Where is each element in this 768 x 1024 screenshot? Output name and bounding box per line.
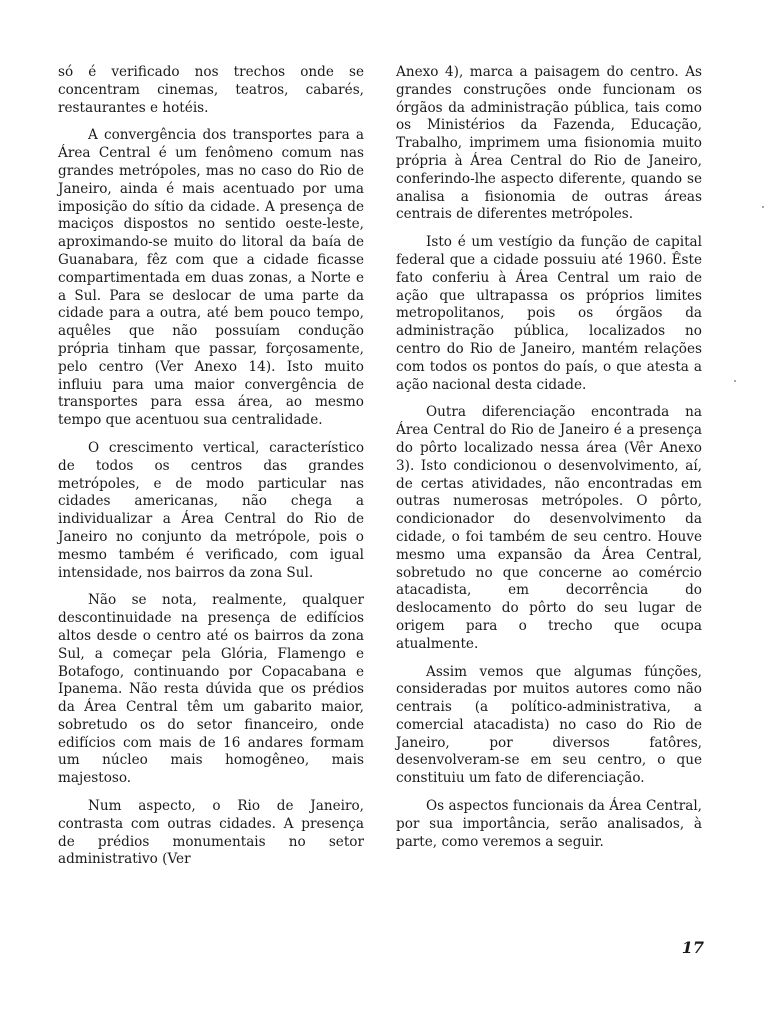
paragraph: O crescimento vertical, característico de todos os centros das grandes metrópoles, e de modo particular nas cidades americanas, não chega a individualizar a Área Central do Rio de Janeiro no conjunto da metrópole, pois o mesmo também é verificado, com igual intensidade, nos bairros da zona Sul. xyxy=(58,439,364,581)
paragraph: Não se nota, realmente, qualquer descontinuidade na presença de edifícios altos desde o centro até os bairros da zona Sul, a começar pela Glória, Flamengo e Botafogo, continuando por Copacabana e Ipanema. Não resta dúvida que os prédios da Área Central têm um gabarito maior, sobretudo os do setor financeiro, onde edifícios com mais de 16 andares formam um núcleo mais homogêneo, mais majestoso. xyxy=(58,592,364,787)
scan-speck xyxy=(734,380,736,382)
left-column xyxy=(58,64,364,879)
paragraph: Num aspecto, o Rio de Janeiro, contrasta com outras cidades. A presença de prédios monumentais no setor administrativo (Ver xyxy=(58,798,364,868)
paragraph: Assim vemos que algumas fúnções, consideradas por muitos autores como não centrais (a político-administrativa, a comercial atacadista) no caso do Rio de Janeiro, por diversos fatôres, desenvolveram-se em seu centro, o que constituiu um fato de diferenciação. xyxy=(396,663,702,787)
page-number: 17 xyxy=(681,938,704,957)
paragraph: só é verificado nos trechos onde se concentram cinemas, teatros, cabarés, restaurantes e hotéis. xyxy=(58,64,364,116)
paragraph: A convergência dos transportes para a Área Central é um fenômeno comum nas grandes metrópoles, mas no caso do Rio de Janeiro, ainda é mais acentuado por uma imposição do sítio da cidade. A presença de maciços dispostos no sentido oeste-leste, aproximando-se muito do litoral da baía de Guanabara, fêz com que a cidade ficasse compartimentada em duas zonas, a Norte e a Sul. Para se deslocar de uma parte da cidade para a outra, até bem pouco tempo, aquêles que não possuíam condução própria tinham que passar, forçosamente, pelo centro (Ver Anexo 14). Isto muito influiu para uma maior convergência de transportes para essa área, ao mesmo tempo que acentuou sua centralidade. xyxy=(58,127,364,429)
paragraph: Anexo 4), marca a paisagem do centro. As grandes construções onde funcionam os órgãos da administração pública, tais como os Ministérios da Fazenda, Educação, Trabalho, imprimem uma fisionomia muito própria à Área Central do Rio de Janeiro, conferindo-lhe aspecto diferente, quando se analisa a fisionomia de outras áreas centrais de diferentes metrópoles. xyxy=(396,64,702,223)
scan-speck xyxy=(762,206,764,208)
right-column xyxy=(396,64,702,861)
paragraph: Isto é um vestígio da função de capital federal que a cidade possuiu até 1960. Êste fato conferiu à Área Central um raio de ação que ultrapassa os próprios limites metropolitanos, pois os órgãos da administração pública, localizados no centro do Rio de Janeiro, mantém relações com todos os pontos do país, o que atesta a ação nacional desta cidade. xyxy=(396,234,702,393)
paragraph: Os aspectos funcionais da Área Central, por sua importância, serão analisados, à parte, como veremos a seguir. xyxy=(396,798,702,850)
paragraph: Outra diferenciação encontrada na Área Central do Rio de Janeiro é a presença do pôrto localizado nessa área (Vêr Anexo 3). Isto condicionou o desenvolvimento, aí, de certas atividades, não encontradas em outras numerosas metrópoles. O pôrto, condicionador do desenvolvimento da cidade, o foi também de seu centro. Houve mesmo uma expansão da Área Central, sobretudo no que concerne ao comércio atacadista, em decorrência do deslocamento do pôrto do seu lugar de origem para o trecho que ocupa atualmente. xyxy=(396,404,702,652)
